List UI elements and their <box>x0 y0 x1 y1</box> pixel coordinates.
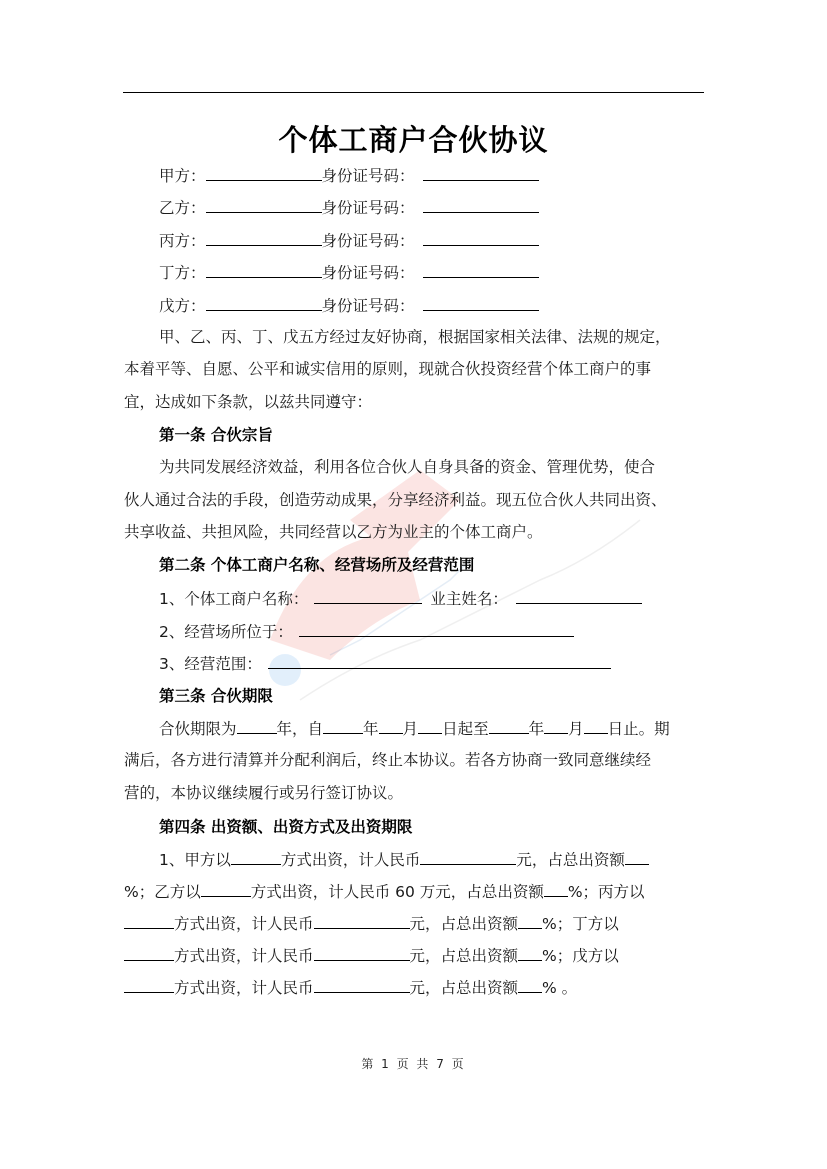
party-label: 甲方： <box>159 167 206 185</box>
id-label: 身份证号码： <box>321 167 415 185</box>
wu-amount-blank[interactable] <box>314 977 410 993</box>
article-1-line: 伙人通过合法的手段，创造劳动成果，分享经济利益。现五位合伙人共同出资、 <box>124 491 667 509</box>
party-name-blank[interactable] <box>206 197 322 213</box>
article-4-line-3 <box>124 913 619 934</box>
end-month-blank[interactable] <box>544 718 568 734</box>
id-number-blank[interactable] <box>423 295 539 311</box>
id-number-blank[interactable] <box>423 230 539 246</box>
ding-method-blank[interactable] <box>124 945 174 961</box>
owner-name-label: 业主姓名： <box>430 590 508 608</box>
text: 元，占总出资额 <box>409 915 519 933</box>
business-location-label: 2、经营场所位于： <box>159 623 293 641</box>
id-number-blank[interactable] <box>423 262 539 278</box>
article-3-heading: 第三条 合伙期限 <box>159 687 273 705</box>
party-name-blank[interactable] <box>206 295 322 311</box>
article-2-item-1 <box>159 588 642 609</box>
party-label: 戊方： <box>159 297 206 315</box>
start-day-blank[interactable] <box>418 718 442 734</box>
business-name-label: 1、个体工商户名称： <box>159 590 309 608</box>
preamble-line: 甲、乙、丙、丁、戊五方经过友好协商，根据国家相关法律、法规的规定， <box>159 328 671 346</box>
id-label: 身份证号码： <box>321 232 415 250</box>
id-number-blank[interactable] <box>423 165 539 181</box>
text: 元，占总出资额 <box>409 979 519 997</box>
text: 元，占总出资额 <box>516 851 625 869</box>
jia-percent-blank[interactable] <box>625 849 649 865</box>
business-name-blank[interactable] <box>314 588 422 604</box>
article-4-line-4 <box>124 945 619 966</box>
preamble-line: 宜，达成如下条款，以兹共同遵守： <box>124 393 373 411</box>
term-years-blank[interactable] <box>237 718 277 734</box>
text: 方式出资，计人民币 <box>174 947 314 965</box>
text: 年，自 <box>276 720 324 738</box>
article-2-heading: 第二条 个体工商户名称、经营场所及经营范围 <box>159 556 475 574</box>
page-indicator: 第 1 页 共 7 页 <box>361 1057 466 1071</box>
document-title: 个体工商户合伙协议 <box>278 123 549 157</box>
id-label: 身份证号码： <box>321 199 415 217</box>
text: 年 <box>528 720 545 738</box>
text: 方式出资，计人民币 <box>174 915 314 933</box>
article-3-line-3: 营的，本协议继续履行或另行签订协议。 <box>124 784 404 802</box>
article-4-line-1 <box>159 849 649 870</box>
party-row-yi <box>159 197 539 218</box>
text: 月 <box>568 720 584 738</box>
party-label: 丁方： <box>159 264 206 282</box>
text: 年 <box>363 720 379 738</box>
jia-method-blank[interactable] <box>231 849 281 865</box>
yi-method-blank[interactable] <box>201 881 251 897</box>
start-month-blank[interactable] <box>379 718 403 734</box>
id-number-blank[interactable] <box>423 197 539 213</box>
text: 方式出资，计人民币 60 万元，占总出资额 <box>250 883 544 901</box>
business-scope-label: 3、经营范围： <box>159 655 262 673</box>
text: 1、甲方以 <box>159 851 231 869</box>
text: % 。 <box>542 979 578 997</box>
ding-amount-blank[interactable] <box>314 945 410 961</box>
preamble-line: 本着平等、自愿、公平和诚实信用的原则，现就合伙投资经营个体工商户的事 <box>124 360 652 378</box>
owner-name-blank[interactable] <box>516 588 642 604</box>
article-3-line-2: 满后，各方进行清算并分配利润后，终止本协议。若各方协商一致同意继续经 <box>124 751 652 769</box>
party-name-blank[interactable] <box>206 230 322 246</box>
header-rule <box>123 92 704 93</box>
party-name-blank[interactable] <box>206 262 322 278</box>
text: 日止。期 <box>607 720 670 738</box>
text: 月 <box>402 720 419 738</box>
text: 方式出资，计人民币 <box>174 979 314 997</box>
article-2-item-2 <box>159 621 574 642</box>
article-1-line: 共享收益、共担风险，共同经营以乙方为业主的个体工商户。 <box>124 523 543 541</box>
id-label: 身份证号码： <box>321 297 415 315</box>
text: %；丁方以 <box>542 915 619 933</box>
article-4-line-2 <box>124 881 645 902</box>
wu-percent-blank[interactable] <box>518 977 542 993</box>
article-2-item-3 <box>159 653 611 674</box>
party-label: 丙方： <box>159 232 206 250</box>
article-3-line-1 <box>159 718 670 739</box>
text: %；丙方以 <box>567 883 645 901</box>
text: %；戊方以 <box>542 947 619 965</box>
end-year-blank[interactable] <box>489 718 529 734</box>
text: %；乙方以 <box>124 883 201 901</box>
article-1-heading: 第一条 合伙宗旨 <box>159 426 273 444</box>
party-row-wu <box>159 295 539 316</box>
end-day-blank[interactable] <box>584 718 608 734</box>
text: 元，占总出资额 <box>409 947 519 965</box>
bing-percent-blank[interactable] <box>518 913 542 929</box>
ding-percent-blank[interactable] <box>518 945 542 961</box>
jia-amount-blank[interactable] <box>420 849 516 865</box>
article-4-line-5 <box>124 977 577 998</box>
party-name-blank[interactable] <box>206 165 322 181</box>
text: 合伙期限为 <box>159 720 237 738</box>
bing-method-blank[interactable] <box>124 913 174 929</box>
start-year-blank[interactable] <box>323 718 363 734</box>
party-row-bing <box>159 230 539 251</box>
text: 方式出资，计人民币 <box>280 851 421 869</box>
yi-percent-blank[interactable] <box>544 881 568 897</box>
business-scope-blank[interactable] <box>268 653 611 669</box>
text: 日起至 <box>442 720 489 738</box>
business-location-blank[interactable] <box>299 621 574 637</box>
bing-amount-blank[interactable] <box>314 913 410 929</box>
party-label: 乙方： <box>159 199 206 217</box>
article-1-line: 为共同发展经济效益，利用各位合伙人自身具备的资金、管理优势，使合 <box>159 458 656 476</box>
party-row-ding <box>159 262 539 283</box>
party-row-jia <box>159 165 539 186</box>
article-4-heading: 第四条 出资额、出资方式及出资期限 <box>159 818 413 836</box>
id-label: 身份证号码： <box>321 264 415 282</box>
wu-method-blank[interactable] <box>124 977 174 993</box>
